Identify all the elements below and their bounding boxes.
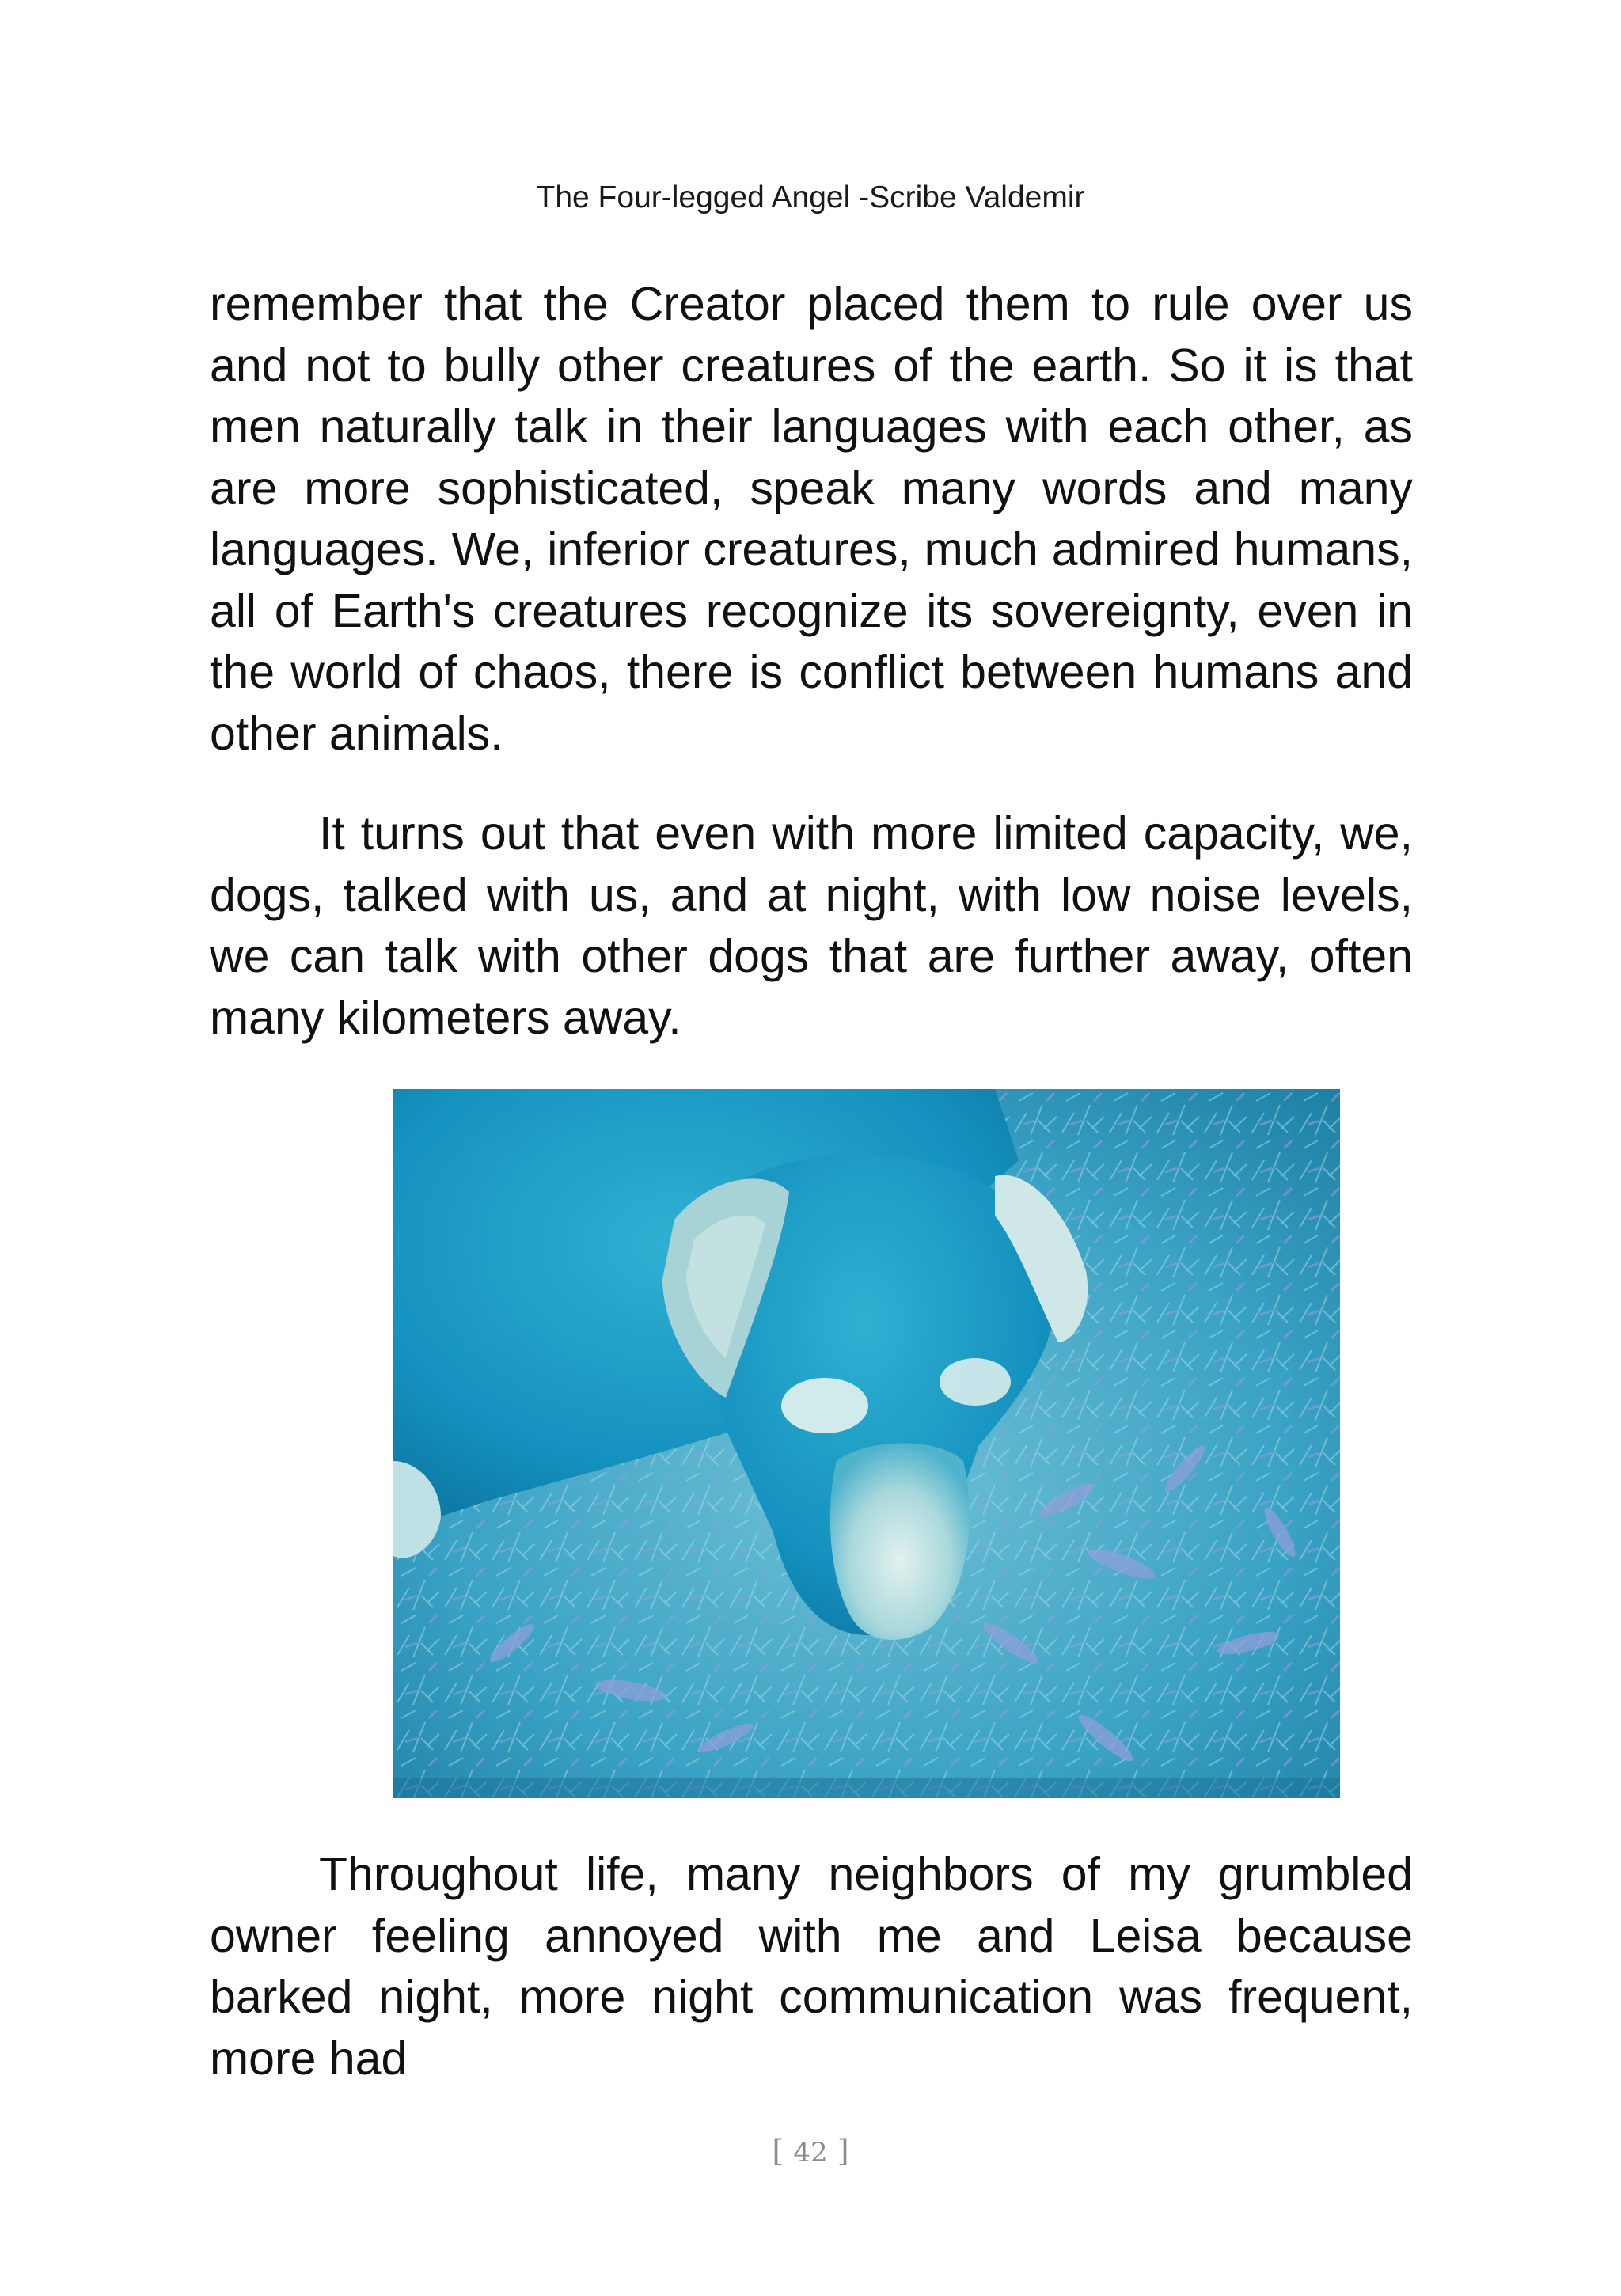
page-number-open-bracket: [ bbox=[772, 2134, 784, 2169]
paragraph-2: It turns out that even with more limited capacity, we, dogs, talked with us, and at night, with low noise levels, we can talk with other dogs that are further away, often many kilometers away. bbox=[210, 807, 1413, 1044]
page-number bbox=[0, 2134, 1621, 2169]
paragraph-3: Throughout life, many neighbors of my grumbled owner feeling annoyed with me and Leisa because barked night, more night communication was frequent, more had bbox=[210, 1848, 1413, 2085]
paragraph-1: remember that the Creator placed them to rule over us and not to bully other creatures of the earth. So it is that men naturally talk in their languages with each other, as are more sophisticated, speak many words and many languages. We, inferior creatures, much admired humans, all of Earth's creatures recognize its sovereignty, even in the world of chaos, there is conflict between humans and other animals. bbox=[210, 278, 1413, 760]
running-header: The Four-legged Angel -Scribe Valdemir bbox=[536, 180, 1085, 214]
page-number-close-bracket: ] bbox=[837, 2134, 849, 2169]
dog-photo bbox=[393, 1089, 1340, 1798]
page-number-value: 42 bbox=[793, 2137, 828, 2169]
dog-photo-illustration bbox=[393, 1089, 1340, 1798]
